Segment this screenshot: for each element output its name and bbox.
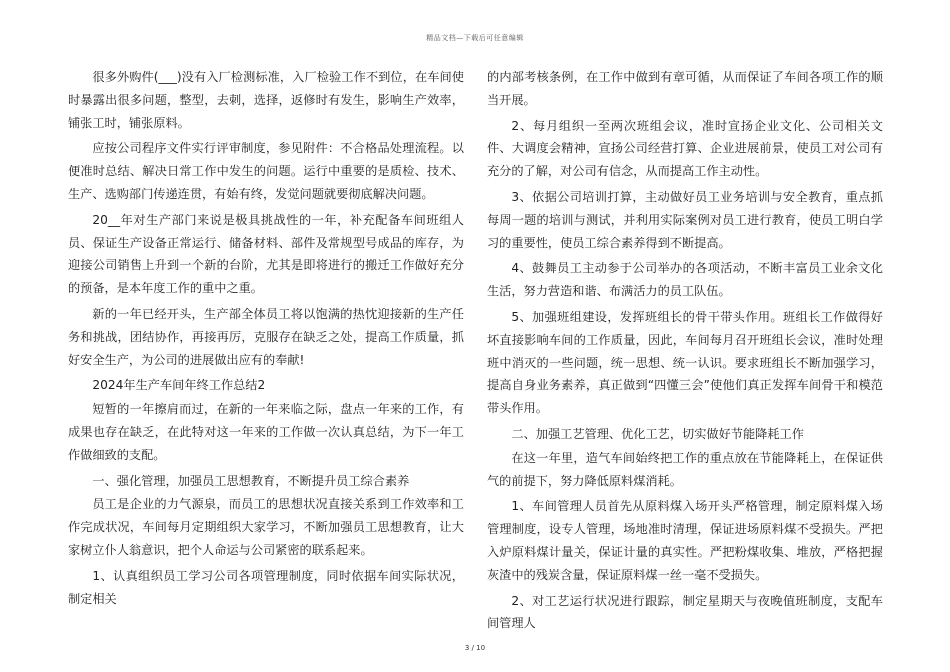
paragraph: 员工是企业的力气源泉，而员工的思想状况直接关系到工作效率和工作完成状况，车间每月定期组织大家学习，不断加强员工思想教育，让大家树立仆人翁意识，把个人命运与公司紧密的联系起来。	[68, 497, 464, 557]
paragraph: 4、鼓舞员工主动参于公司举办的各项活动，不断丰富员工业余文化生活，努力营造和谐、布满活力的员工队伍。	[487, 261, 883, 299]
paragraph: 3、依据公司培训打算，主动做好员工业务培训与安全教育，重点抓每周一题的培训与测试，并利用实际案例对员工进行教育，使员工明白学习的重要性，使员工综合素养得到不断提高。	[487, 189, 883, 250]
paragraph: 在这一年里，造气车间始终把工作的重点放在节能降耗上，在保证供气的前提下，努力降低原料煤消耗。	[487, 450, 883, 488]
paragraph: 新的一年已经开头，生产部全体员工将以饱满的热忱迎接新的生产任务和挑战，团结协作，再接再厉，克服存在缺乏之处，提高工作质量，抓好安全生产，为公司的进展做出应有的奉献!	[68, 306, 464, 367]
page-number: 3 / 10	[464, 644, 486, 652]
paragraph: 短暂的一年擦肩而过，在新的一年来临之际，盘点一年来的工作，有成果也存在缺乏，在此特对这一年来的工作做一次认真总结，为下一年工作做细致的支配。	[68, 402, 464, 462]
right-column	[487, 66, 883, 638]
paragraph: 1、车间管理人员首先从原料煤入场开头严格管理，制定原料煤入场管理制度，设专人管理，场地准时清理，保证进场原料煤不受损失。严把入炉原料煤计量关，保证计量的真实性。严把粉煤收集、堆放，严格把握灰渣中的残炭含量，保证原料煤一丝一毫不受损失。	[487, 499, 883, 582]
section-title: 2024年生产车间年终工作总结2	[92, 378, 266, 393]
paragraph: 的内部考核条例，在工作中做到有章可循，从而保证了车间各项工作的顺当开展。	[487, 70, 883, 107]
paragraph: 2、对工艺运行状况进行跟踪，制定星期天与夜晚值班制度，支配车间管理人	[487, 593, 883, 631]
page-header: 精品文档—下载后可任意编辑	[426, 34, 524, 42]
section-heading: 二、加强工艺管理、优化工艺，切实做好节能降耗工作	[511, 426, 804, 441]
paragraph: 2、每月组织一至两次班组会议，准时宣扬企业文化、公司相关文件、大调度会精神，宣扬公司经营打算、企业进展前景，使员工对公司有充分的了解，对公司有信念，从而提高工作主动性。	[487, 118, 883, 179]
left-column	[68, 66, 464, 613]
paragraph: 很多外购件(___)没有入厂检测标准，入厂检验工作不到位，在车间使时暴露出很多问题，整型，去刺，选择，返修时有发生，影响生产效率，铺张工时，铺张原料。	[68, 70, 464, 130]
section-heading: 一、强化管理，加强员工思想教育，不断提升员工综合素养	[92, 473, 410, 488]
paragraph: 5、加强班组建设，发挥班组长的骨干带头作用。班组长工作做得好坏直接影响车间的工作质量，因此，车间每月召开班组长会议，准时处理班中消灭的一些问题，统一思想、统一认识。要求班组长不断加强学习，提高自身业务素养，真正做到“四懂三会”使他们真正发挥车间骨干和模范带头作用。	[487, 309, 883, 416]
paragraph: 20__年对生产部门来说是极具挑战性的一年，补充配备车间班组人员、保证生产设备正常运行、储备材料、部件及常规型号成品的库存，为迎接公司销售上升到一个新的台阶，尤其是即将进行的搬迁工作做好充分的预备，是本年度工作的重中之重。	[68, 212, 464, 296]
paragraph: 1、认真组织员工学习公司各项管理制度，同时依据车间实际状况，制定相关	[68, 568, 464, 606]
paragraph: 应按公司程序文件实行评审制度，参见附件：不合格品处理流程。以便准时总结、解决日常工作中发生的问题。运行中重要的是质检、技术、生产、选购部门传递连贯，有始有终，发觉问题就要彻底解决问题。	[68, 141, 464, 201]
